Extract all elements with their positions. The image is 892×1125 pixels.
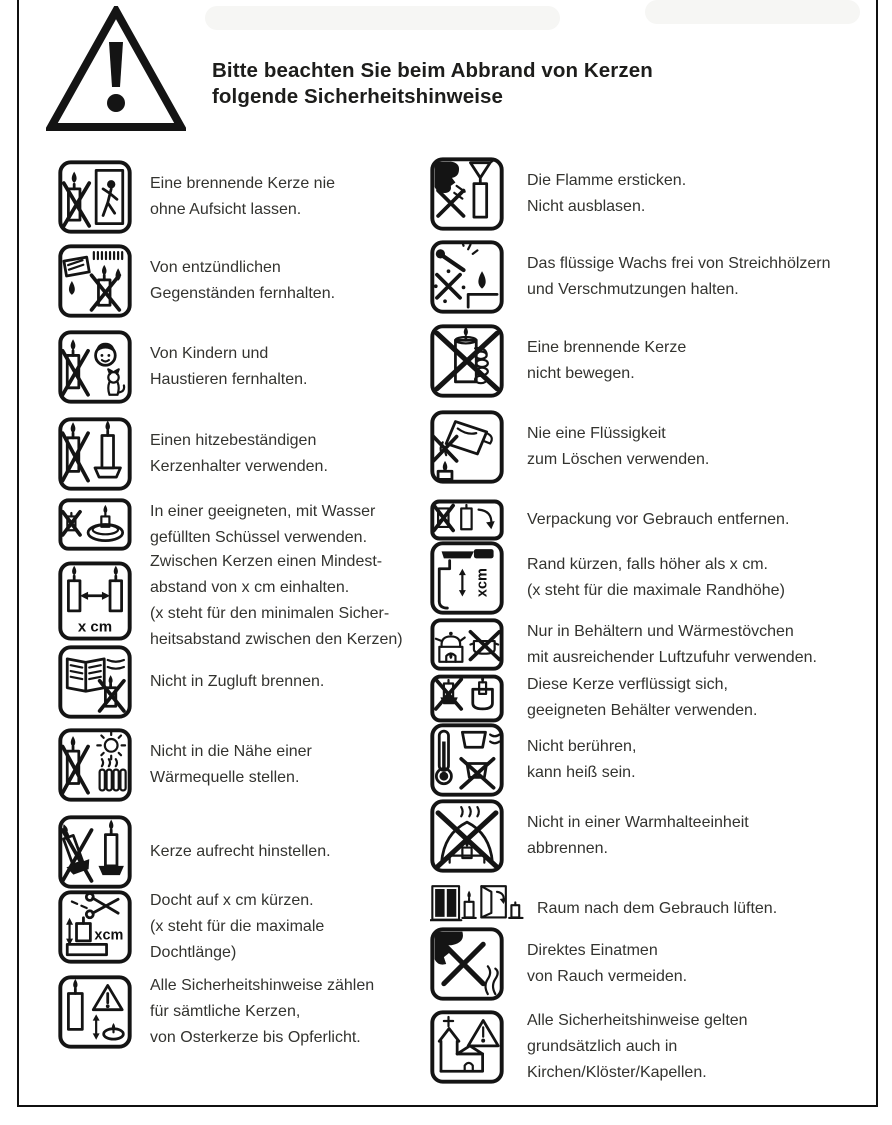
keep-from-flammables-icon — [58, 244, 132, 318]
safety-item — [430, 240, 831, 314]
trim-wick-icon — [58, 890, 132, 964]
safety-item — [430, 324, 686, 398]
safety-text-line: Rand kürzen, falls höher als x cm. — [527, 556, 768, 573]
safety-text-line: heitsabstand zwischen den Kerzen) — [150, 631, 403, 648]
safety-item — [430, 410, 709, 484]
distance-label: x cm — [77, 618, 113, 636]
ventilate-room-icon — [430, 884, 526, 933]
safety-text-line: Dochtlänge) — [150, 944, 237, 961]
safety-text-line: Diese Kerze verflüssigt sich, — [527, 676, 728, 693]
safety-text-line: Nie eine Flüssigkeit — [527, 425, 666, 442]
safety-item — [430, 927, 687, 1001]
hot-do-not-touch-icon — [430, 723, 504, 797]
liquefying-candle-icon — [430, 674, 504, 723]
no-liquid-extinguish-icon — [430, 410, 504, 484]
safety-text-line: Die Flamme ersticken. — [527, 172, 687, 189]
safety-item — [430, 499, 789, 541]
safety-item — [58, 888, 324, 966]
safety-item — [58, 244, 335, 318]
airflow-container-icon — [430, 618, 504, 671]
safety-text-line: Von entzündlichen — [150, 259, 281, 276]
safety-item — [430, 799, 749, 873]
safety-item — [58, 973, 374, 1051]
safety-text-line: Alle Sicherheitshinweise zählen — [150, 977, 375, 994]
safety-text-line: Verpackung vor Gebrauch entfernen. — [527, 511, 790, 528]
safety-text-line: gefüllten Schüssel verwenden. — [150, 528, 368, 546]
safety-item — [58, 330, 307, 404]
safety-text-line: Von Kindern und — [150, 345, 269, 362]
safety-item — [430, 618, 817, 671]
safety-item — [58, 549, 403, 653]
safety-text-line: Das flüssige Wachs frei von Streichhölzern — [527, 255, 831, 272]
wick-length-label: xcm — [94, 927, 124, 944]
safety-text-line: Nicht ausblasen. — [527, 198, 646, 215]
safety-text-line: von Osterkerze bis Opferlicht. — [150, 1029, 361, 1046]
safety-text-line: Nicht in einer Warmhalteeinheit — [527, 814, 749, 831]
upright-candle-icon — [58, 815, 132, 889]
safety-item — [58, 160, 335, 234]
safety-text-line: von Rauch vermeiden. — [527, 968, 688, 985]
safety-item — [430, 723, 636, 797]
safety-text-line: und Verschmutzungen halten. — [527, 281, 739, 298]
safety-text-line: Eine brennende Kerze nie — [150, 175, 336, 192]
safety-text-line: Nur in Behältern und Wärmestövchen — [527, 622, 794, 640]
safety-item — [58, 728, 312, 802]
safety-text-line: (x steht für die maximale Randhöhe) — [527, 582, 785, 599]
safety-text-line: abstand von x cm einhalten. — [150, 579, 350, 596]
no-draft-icon — [58, 645, 132, 719]
safety-text-line: Raum nach dem Gebrauch lüften. — [537, 899, 778, 917]
safety-text-line: Haustieren fernhalten. — [150, 371, 308, 388]
page-title — [212, 58, 653, 110]
safety-text-line: Nicht berühren, — [527, 738, 637, 755]
safety-item — [430, 884, 777, 933]
no-smoke-inhalation-icon — [430, 927, 504, 1001]
safety-item — [430, 672, 757, 724]
keep-wax-clean-icon — [430, 240, 504, 314]
safety-text-line: geeigneten Behälter verwenden. — [527, 702, 758, 719]
safety-text-line: grundsätzlich auch in — [527, 1038, 678, 1055]
no-heat-source-icon — [58, 728, 132, 802]
safety-item — [430, 157, 686, 231]
safety-text-line: Wärmequelle stellen. — [150, 769, 300, 786]
remove-packaging-icon — [430, 499, 504, 541]
safety-text-line: (x steht für die maximale — [150, 918, 325, 935]
keep-from-children-pets-icon — [58, 330, 132, 404]
safety-text-line: Kirchen/Klöster/Kapellen. — [527, 1064, 707, 1081]
warning-triangle-icon — [46, 6, 186, 132]
safety-text-line: Kerzenhalter verwenden. — [150, 458, 328, 475]
page-title-line: folgende Sicherheitshinweise — [212, 85, 504, 108]
no-food-warmer-icon — [430, 799, 504, 873]
safety-item — [58, 815, 331, 889]
heatproof-holder-icon — [58, 417, 132, 491]
minimum-distance-icon — [58, 561, 132, 641]
safety-text-line: (x steht für den minimalen Sicher- — [150, 605, 390, 622]
safety-text-line: für sämtliche Kerzen, — [150, 1003, 301, 1020]
safety-text-line: Einen hitzebeständigen — [150, 432, 317, 449]
safety-text-line: Docht auf x cm kürzen. — [150, 892, 314, 909]
water-filled-bowl-icon — [58, 498, 132, 551]
all-candle-types-icon — [58, 975, 132, 1049]
smother-flame-icon — [430, 157, 504, 231]
safety-text-line: Nicht in die Nähe einer — [150, 743, 312, 760]
safety-text-line: In einer geeigneten, mit Wasser — [150, 502, 376, 520]
safety-item — [58, 645, 324, 719]
safety-text-line: ohne Aufsicht lassen. — [150, 201, 302, 218]
safety-text-line: zum Löschen verwenden. — [527, 451, 710, 468]
safety-item — [430, 541, 785, 615]
safety-text-line: Zwischen Kerzen einen Mindest- — [150, 553, 383, 570]
safety-item — [58, 498, 375, 551]
church-use-icon — [430, 1010, 504, 1084]
safety-text-line: Eine brennende Kerze — [527, 339, 687, 356]
safety-text-line: abbrennen. — [527, 840, 608, 857]
safety-text-line: kann heiß sein. — [527, 764, 636, 781]
safety-text-line: Gegenständen fernhalten. — [150, 285, 336, 302]
safety-item — [58, 417, 328, 491]
trim-rim-icon — [430, 541, 504, 615]
safety-text-line: mit ausreichender Luftzufuhr verwenden. — [527, 648, 817, 666]
page-title-line: Bitte beachten Sie beim Abbrand von Kerzen — [212, 59, 653, 82]
no-unattended-candle-icon — [58, 160, 132, 234]
safety-text-line: Kerze aufrecht hinstellen. — [150, 843, 331, 860]
safety-text-line: nicht bewegen. — [527, 365, 635, 382]
safety-text-line: Alle Sicherheitshinweise gelten — [527, 1012, 748, 1029]
safety-item — [430, 1008, 748, 1086]
safety-text-line: Nicht in Zugluft brennen. — [150, 673, 325, 690]
do-not-move-icon — [430, 324, 504, 398]
safety-text-line: Direktes Einatmen — [527, 942, 658, 959]
rim-height-label: xcm — [474, 568, 491, 598]
